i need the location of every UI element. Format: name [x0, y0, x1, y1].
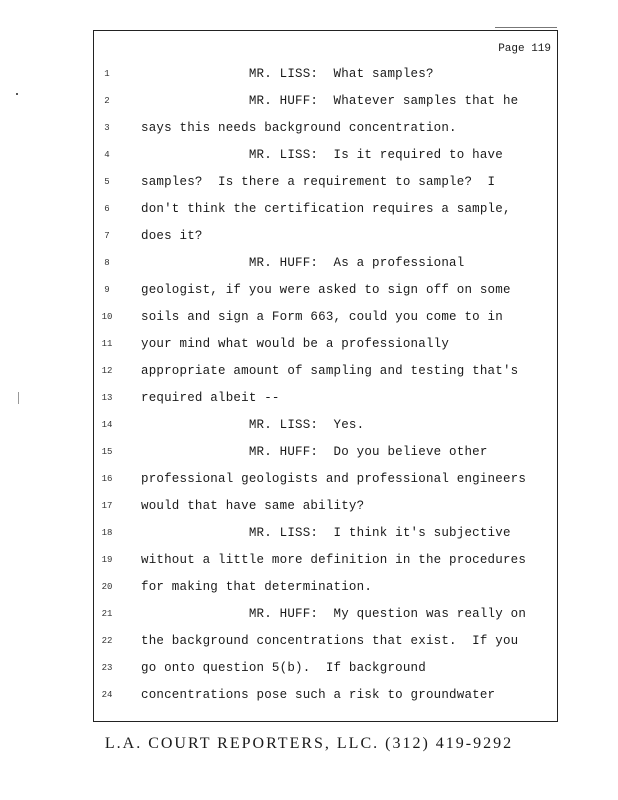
- line-number: 3: [104, 123, 110, 133]
- line-number: 10: [101, 312, 113, 322]
- transcript-line: don't think the certification requires a sample,: [141, 202, 511, 216]
- transcript-line: the background concentrations that exist. If you: [141, 634, 519, 648]
- line-number: 17: [101, 501, 113, 511]
- line-number: 18: [101, 528, 113, 538]
- line-number: 2: [104, 96, 110, 106]
- line-number: 9: [104, 285, 110, 295]
- line-number: 24: [101, 690, 113, 700]
- line-number: 1: [104, 69, 110, 79]
- transcript-line: MR. HUFF: Do you believe other: [141, 445, 488, 459]
- line-number: 19: [101, 555, 113, 565]
- line-number: 20: [101, 582, 113, 592]
- transcript-line: MR. LISS: Is it required to have: [141, 148, 503, 162]
- transcript-line: your mind what would be a professionally: [141, 337, 450, 351]
- line-number: 6: [104, 204, 110, 214]
- transcript-line: soils and sign a Form 663, could you come to in: [141, 310, 503, 324]
- transcript-line: MR. LISS: I think it's subjective: [141, 526, 511, 540]
- line-number: 4: [104, 150, 110, 160]
- transcript-line: samples? Is there a requirement to sample? I: [141, 175, 496, 189]
- transcript-line: MR. HUFF: Whatever samples that he: [141, 94, 519, 108]
- footer-reporter-info: L.A. COURT REPORTERS, LLC. (312) 419-9292: [104, 735, 514, 752]
- transcript-line: would that have same ability?: [141, 499, 365, 513]
- line-number: 22: [101, 636, 113, 646]
- page-number: Page 119: [498, 43, 551, 55]
- transcript-line: for making that determination.: [141, 580, 373, 594]
- line-number: 21: [101, 609, 113, 619]
- transcript-line: MR. LISS: What samples?: [141, 67, 434, 81]
- line-number: 11: [101, 339, 113, 349]
- transcript-line: MR. LISS: Yes.: [141, 418, 365, 432]
- transcript-page: [93, 30, 558, 722]
- transcript-line: says this needs background concentration.: [141, 121, 457, 135]
- transcript-line: required albeit --: [141, 391, 280, 405]
- transcript-line: go onto question 5(b). If background: [141, 661, 426, 675]
- line-number: 16: [101, 474, 113, 484]
- transcript-line: MR. HUFF: As a professional: [141, 256, 465, 270]
- line-number: 8: [104, 258, 110, 268]
- transcript-line: geologist, if you were asked to sign off on some: [141, 283, 511, 297]
- scan-mark: [18, 392, 19, 404]
- transcript-line: appropriate amount of sampling and testing that's: [141, 364, 519, 378]
- scan-mark: [495, 27, 557, 28]
- transcript-line: without a little more definition in the procedures: [141, 553, 527, 567]
- scan-mark: [16, 93, 18, 95]
- transcript-line: does it?: [141, 229, 203, 243]
- transcript-line: professional geologists and professional engineers: [141, 472, 527, 486]
- line-number: 7: [104, 231, 110, 241]
- transcript-line: concentrations pose such a risk to groundwater: [141, 688, 496, 702]
- line-number: 15: [101, 447, 113, 457]
- line-number: 12: [101, 366, 113, 376]
- line-number: 14: [101, 420, 113, 430]
- line-number: 5: [104, 177, 110, 187]
- line-number: 13: [101, 393, 113, 403]
- transcript-line: MR. HUFF: My question was really on: [141, 607, 527, 621]
- line-number: 23: [101, 663, 113, 673]
